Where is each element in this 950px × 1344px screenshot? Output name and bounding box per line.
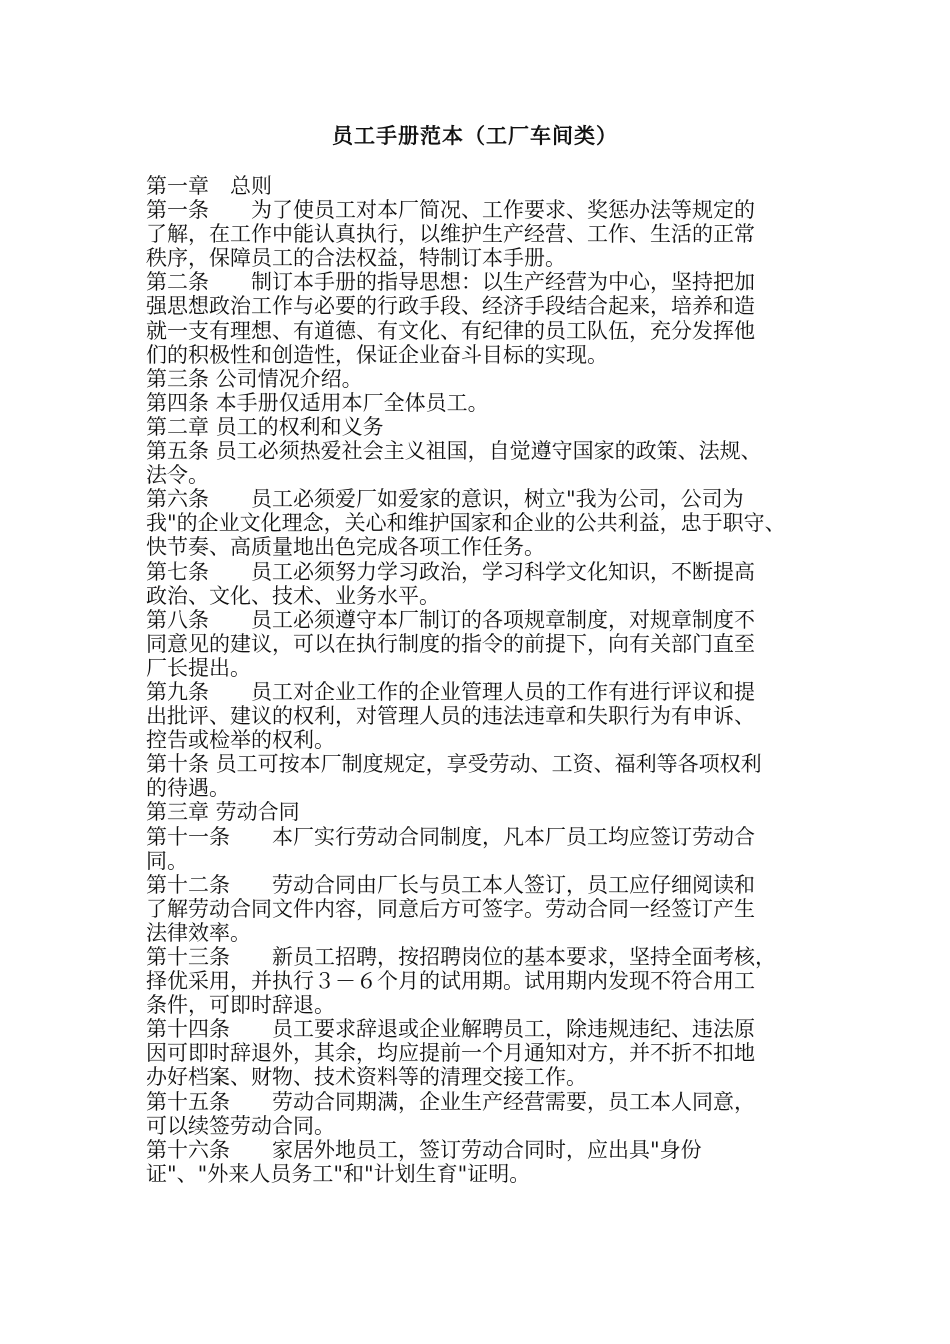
text-line: 因可即时辞退外，其余，均应提前一个月通知对方，并不折不扣地 [146,1041,755,1066]
text-line: 同。 [146,848,188,873]
text-line: 办好档案、财物、技术资料等的清理交接工作。 [146,1065,587,1090]
text-line: 条件，可即时辞退。 [146,993,335,1018]
text-line: 我"的企业文化理念，关心和维护国家和企业的公共利益，忠于职守、 [146,511,786,536]
text-line: 的待遇。 [146,776,230,801]
text-line: 第八条 员工必须遵守本厂制订的各项规章制度，对规章制度不 [146,607,755,632]
text-line: 出批评、建议的权利，对管理人员的违法违章和失职行为有申诉、 [146,704,755,729]
text-line: 第十二条 劳动合同由厂长与员工本人签订，员工应仔细阅读和 [146,872,755,897]
text-line: 快节奏、高质量地出色完成各项工作任务。 [146,535,545,560]
text-line: 证"、"外来人员务工"和"计划生育"证明。 [146,1161,531,1186]
text-line: 第九条 员工对企业工作的企业管理人员的工作有进行评议和提 [146,679,755,704]
text-line: 第十六条 家居外地员工，签订劳动合同时，应出具"身份 [146,1137,702,1162]
text-line: 第二条 制订本手册的指导思想：以生产经营为中心，坚持把加 [146,270,755,295]
text-line: 第十五条 劳动合同期满，企业生产经营需要，员工本人同意， [146,1089,755,1114]
text-line: 了解，在工作中能认真执行，以维护生产经营、工作、生活的正常 [146,222,755,247]
text-line: 强思想政治工作与必要的行政手段、经济手段结合起来，培养和造 [146,294,755,319]
text-line: 就一支有理想、有道德、有文化、有纪律的员工队伍，充分发挥他 [146,318,755,343]
text-line: 第四条 本手册仅适用本厂全体员工。 [146,390,489,415]
text-line: 可以续签劳动合同。 [146,1113,335,1138]
text-line: 第十四条 员工要求辞退或企业解聘员工，除违规违纪、违法原 [146,1017,755,1042]
text-block [146,174,826,1186]
text-line: 同意见的建议，可以在执行制度的指令的前提下，向有关部门直至 [146,631,755,656]
text-line: 第七条 员工必须努力学习政治，学习科学文化知识，不断提高 [146,559,755,584]
text-line: 了解劳动合同文件内容，同意后方可签字。劳动合同一经签订产生 [146,896,755,921]
text-line: 法律效率。 [146,920,251,945]
text-line: 厂长提出。 [146,655,251,680]
text-line: 第三章 劳动合同 [146,800,300,825]
text-line: 们的积极性和创造性，保证企业奋斗目标的实现。 [146,342,608,367]
text-line: 第十三条 新员工招聘，按招聘岗位的基本要求，坚持全面考核， [146,945,776,969]
text-line: 第五条 员工必须热爱社会主义祖国，自觉遵守国家的政策、法规、 [146,439,762,464]
text-line: 择优采用，并执行３－６个月的试用期。试用期内发现不符合用工 [146,969,755,994]
text-line: 第十条 员工可按本厂制度规定，享受劳动、工资、福利等各项权利 [146,752,762,777]
document-body [146,174,826,1186]
document-title: 员工手册范本（工厂车间类） [332,124,618,148]
text-line: 第二章 员工的权利和义务 [146,414,384,439]
text-line: 第一章 总则 [146,174,272,198]
text-line: 第六条 员工必须爱厂如爱家的意识，树立"我为公司，公司为 [146,487,744,512]
text-line: 法令。 [146,463,209,488]
text-line: 第三条 公司情况介绍。 [146,366,363,391]
text-line: 第十一条 本厂实行劳动合同制度，凡本厂员工均应签订劳动合 [146,824,755,849]
text-line: 秩序，保障员工的合法权益，特制订本手册。 [146,246,566,271]
text-line: 控告或检举的权利。 [146,728,335,753]
text-line: 第一条 为了使员工对本厂简况、工作要求、奖惩办法等规定的 [146,198,755,223]
text-line: 政治、文化、技术、业务水平。 [146,583,440,608]
